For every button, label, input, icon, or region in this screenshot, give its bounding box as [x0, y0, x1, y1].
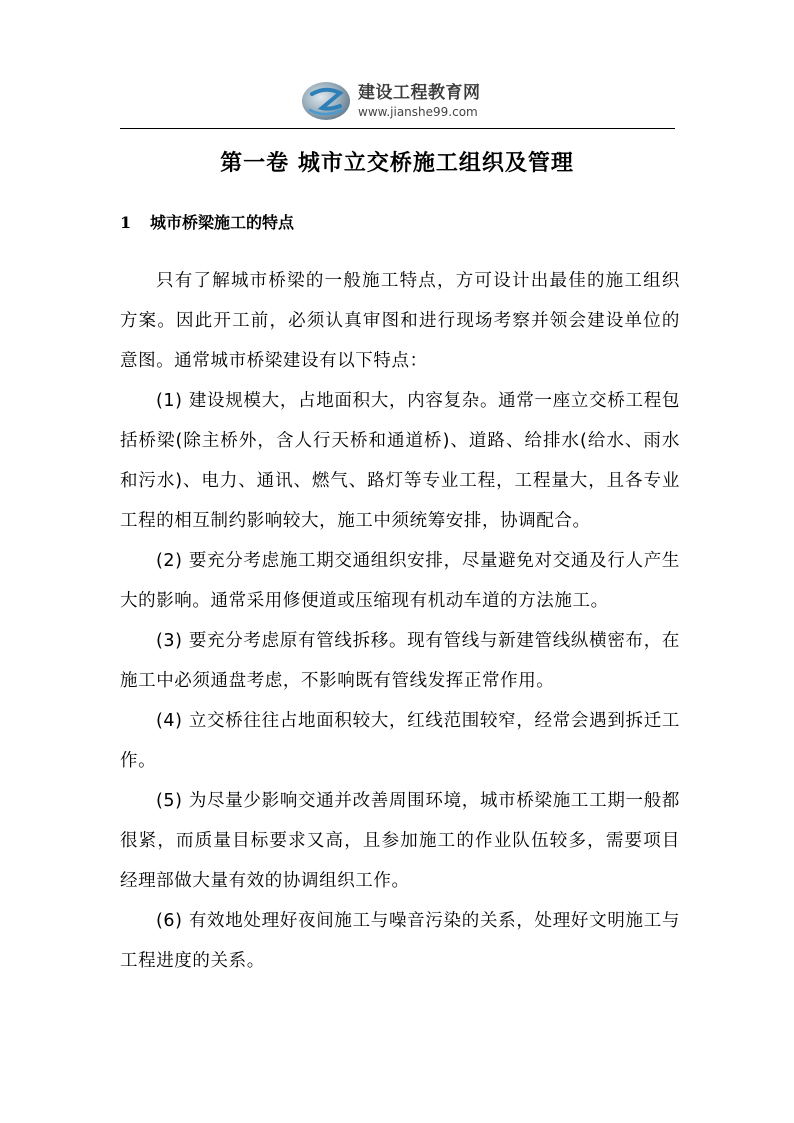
site-logo: [300, 78, 481, 124]
logo-swirl-icon: [300, 80, 352, 122]
page-header: [120, 74, 675, 128]
body-text: [120, 261, 680, 981]
paragraph: 只有了解城市桥梁的一般施工特点，方可设计出最佳的施工组织方案。因此开工前，必须认真审图和进行现场考察并领会建设单位的意图。通常城市桥梁建设有以下特点：: [120, 271, 680, 371]
paragraph: (2) 要充分考虑施工期交通组织安排，尽量避免对交通及行人产生大的影响。通常采用修便道或压缩现有机动车道的方法施工。: [120, 551, 680, 611]
paragraph: (1) 建设规模大，占地面积大，内容复杂。通常一座立交桥工程包括桥梁(除主桥外，含人行天桥和通道桥)、道路、给排水(给水、雨水和污水)、电力、通讯、燃气、路灯等专业工程，工程量大，且各专业工程的相互制约影响较大，施工中须统筹安排，协调配合。: [120, 391, 680, 531]
section-heading-text: 城市桥梁施工的特点: [150, 213, 295, 232]
document-title: 第一卷 城市立交桥施工组织及管理: [220, 151, 574, 176]
paragraph: (3) 要充分考虑原有管线拆移。现有管线与新建管线纵横密布，在施工中必须通盘考虑，不影响既有管线发挥正常作用。: [120, 631, 680, 691]
logo-name: 建设工程教育网: [358, 82, 481, 103]
header-divider: [120, 128, 675, 129]
section-number: 1: [120, 213, 132, 232]
paragraph: (6) 有效地处理好夜间施工与噪音污染的关系，处理好文明施工与工程进度的关系。: [120, 911, 680, 971]
logo-url: www.jianshe99.com: [358, 104, 478, 119]
paragraph: (5) 为尽量少影响交通并改善周围环境，城市桥梁施工工期一般都很紧，而质量目标要求又高，且参加施工的作业队伍较多，需要项目经理部做大量有效的协调组织工作。: [120, 791, 680, 891]
section-heading: [120, 210, 294, 233]
paragraph: (4) 立交桥往往占地面积较大，红线范围较窄，经常会遇到拆迁工作。: [120, 711, 680, 771]
